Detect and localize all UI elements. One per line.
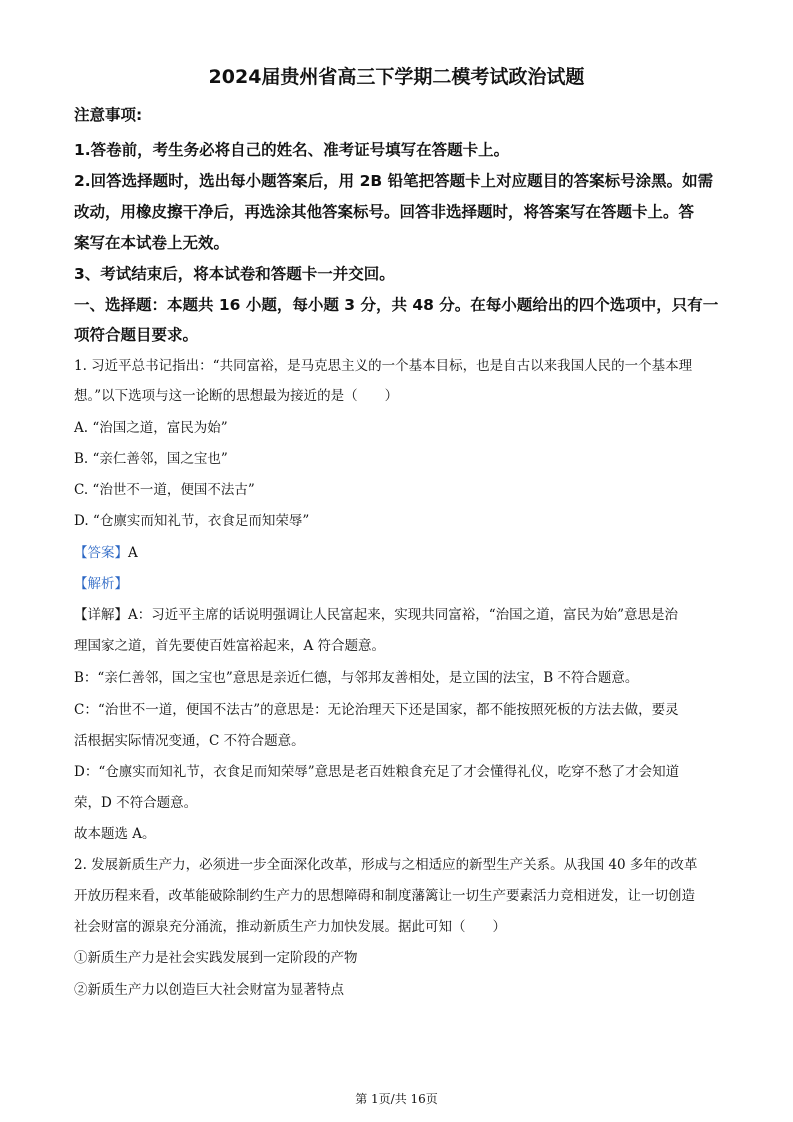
option-b: B. “亲仁善邻，国之宝也” bbox=[74, 451, 228, 467]
analysis-line: 荣，D 不符合题意。 bbox=[74, 795, 198, 811]
option-d: D. “仓廪实而知礼节，衣食足而知荣辱” bbox=[74, 513, 310, 529]
notice-line: 1.答卷前，考生务必将自己的姓名、准考证号填写在答题卡上。 bbox=[74, 141, 510, 159]
analysis-line: 理国家之道，首先要使百姓富裕起来，A 符合题意。 bbox=[74, 638, 386, 654]
question-stem: 想。”以下选项与这一论断的思想最为接近的是（ ） bbox=[74, 388, 399, 404]
notice-heading: 注意事项: bbox=[74, 106, 143, 124]
option-c: C. “治世不一道，便国不法古” bbox=[74, 482, 255, 498]
analysis-line: D：“仓廪实而知礼节，衣食足而知荣辱”意思是老百姓粮食充足了才会懂得礼仪，吃穿不愁了才会知道 bbox=[74, 764, 680, 780]
question-stem: 2. 发展新质生产力，必须进一步全面深化改革，形成与之相适应的新型生产关系。从我国 40 多年的改革 bbox=[74, 857, 698, 873]
conclusion-line: 故本题选 A。 bbox=[74, 826, 156, 842]
page-number: 第 1页/共 16页 bbox=[355, 1092, 438, 1106]
analysis-line: B：“亲仁善邻，国之宝也”意思是亲近仁德，与邻邦友善相处，是立国的法宝，B 不符合题意。 bbox=[74, 670, 639, 686]
analysis-tag: 【解析】 bbox=[74, 576, 128, 592]
section-heading: 一、选择题：本题共 16 小题，每小题 3 分，共 48 分。在每小题给出的四个选项中，只有一 bbox=[74, 296, 719, 314]
analysis-line: 活根据实际情况变通，C 不符合题意。 bbox=[74, 733, 305, 749]
notice-line: 改动，用橡皮擦干净后，再选涂其他答案标号。回答非选择题时，将答案写在答题卡上。答 bbox=[74, 203, 695, 221]
notice-line: 3、考试结束后，将本试卷和答题卡一并交回。 bbox=[74, 265, 395, 283]
section-heading: 项符合题目要求。 bbox=[74, 326, 199, 344]
analysis-line: 【详解】A：习近平主席的话说明强调让人民富起来，实现共同富裕，“治国之道，富民为始”意思是治 bbox=[74, 607, 679, 623]
question-stem: 1. 习近平总书记指出：“共同富裕，是马克思主义的一个基本目标，也是自古以来我国人民的一个基本理 bbox=[74, 358, 693, 374]
answer-value: A bbox=[128, 545, 138, 561]
answer-line bbox=[74, 543, 724, 563]
analysis-line: C：“治世不一道，便国不法古”的意思是：无论治理天下还是国家，都不能按照死板的方法去做，要灵 bbox=[74, 702, 679, 718]
page-title: 2024届贵州省高三下学期二模考试政治试题 bbox=[208, 66, 585, 88]
question-stem: 社会财富的源泉充分涌流，推动新质生产力加快发展。据此可知（ ） bbox=[74, 919, 506, 935]
question-stem: 开放历程来看，改革能破除制约生产力的思想障碍和制度藩篱让一切生产要素活力竞相迸发，让一切创造 bbox=[74, 888, 695, 904]
notice-line: 案写在本试卷上无效。 bbox=[74, 234, 230, 252]
option-a: A. “治国之道，富民为始” bbox=[74, 420, 228, 436]
statement-item: ①新质生产力是社会实践发展到一定阶段的产物 bbox=[74, 950, 358, 966]
answer-tag: 【答案】 bbox=[74, 545, 128, 561]
statement-item: ②新质生产力以创造巨大社会财富为显著特点 bbox=[74, 982, 344, 998]
notice-line: 2.回答选择题时，选出每小题答案后，用 2B 铅笔把答题卡上对应题目的答案标号涂黑。如需 bbox=[74, 172, 714, 190]
